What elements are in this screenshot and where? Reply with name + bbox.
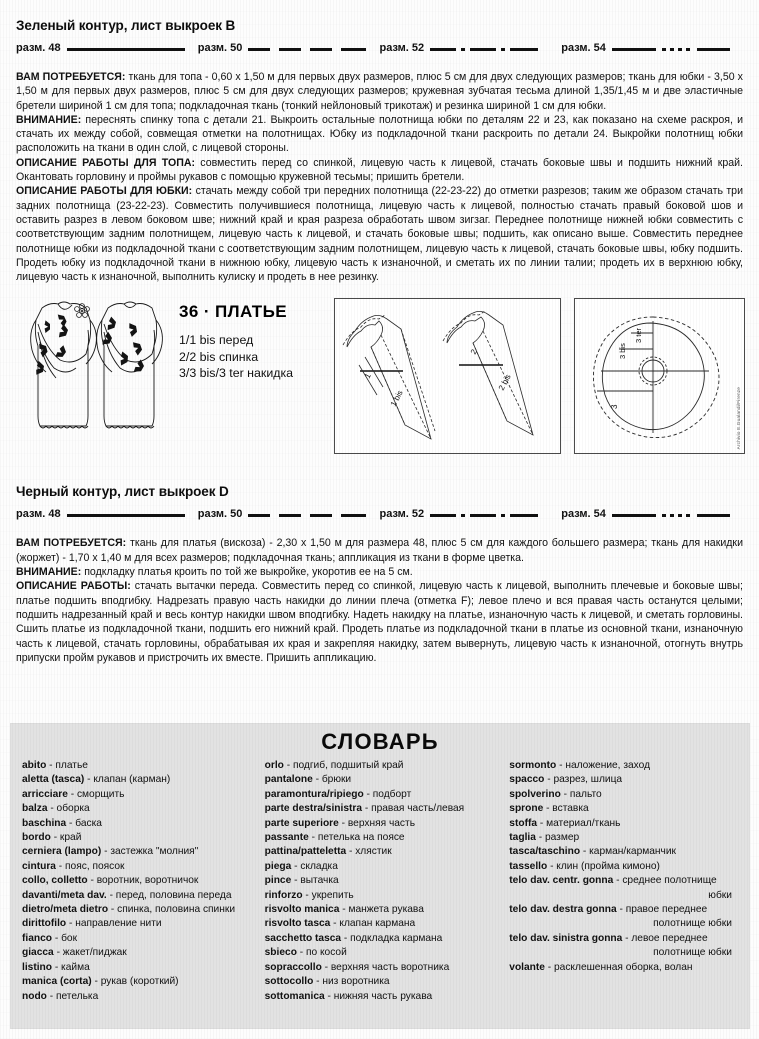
size-line-50	[248, 43, 365, 53]
size-label-50: разм. 50	[197, 508, 243, 521]
size-line-52	[430, 509, 547, 519]
paragraph-text: подкладку платья кроить по той же выкройке, укоротив ее на 5 см.	[81, 566, 413, 579]
glossary-term: balza	[22, 803, 51, 815]
glossary-entry	[509, 817, 732, 831]
glossary-entry	[265, 845, 494, 859]
glossary-term: parte superiore	[264, 817, 342, 829]
glossary-term: volante	[509, 961, 548, 973]
size-line-48	[67, 43, 184, 53]
glossary-term: dietro/meta dietro	[22, 904, 111, 916]
glossary-entry	[509, 802, 732, 816]
glossary-column-1	[22, 759, 261, 1004]
size-label-52: разм. 52	[379, 42, 425, 54]
glossary-definition: - нижняя часть рукава	[327, 990, 433, 1002]
glossary-term: baschina	[22, 817, 69, 829]
glossary-entry	[22, 889, 255, 903]
glossary-entry	[22, 961, 255, 975]
glossary-entry	[509, 831, 732, 845]
size-label-52: разм. 52	[379, 508, 425, 521]
section-b-paragraph-3	[16, 156, 743, 185]
svg-text:2: 2	[468, 348, 479, 357]
glossary-definition: - по косой	[299, 947, 347, 959]
glossary-term: parte destra/sinistra	[264, 803, 365, 815]
glossary-term: aletta (tasca)	[22, 774, 88, 786]
glossary-definition: - сморщить	[70, 788, 125, 800]
glossary-definition: - подгиб, подшитый край	[286, 760, 404, 771]
glossary-panel	[10, 723, 750, 1029]
paragraph-lead: ОПИСАНИЕ РАБОТЫ ДЛЯ ТОПА:	[16, 156, 196, 169]
glossary-definition: - клин (пройма кимоно)	[550, 860, 660, 872]
glossary-term: orlo	[264, 760, 287, 771]
section-b-size-legend	[16, 42, 743, 54]
glossary-entry	[509, 903, 732, 917]
glossary-entry	[509, 932, 732, 946]
glossary-definition: - подборт	[366, 788, 412, 800]
glossary-definition: - среднее полотнище	[616, 875, 717, 887]
glossary-entry	[265, 759, 494, 773]
glossary-definition: - рукав (короткий)	[94, 976, 179, 988]
glossary-term: paramontura/ripiego	[264, 788, 367, 800]
glossary-term: sbieco	[264, 947, 300, 959]
glossary-entry	[265, 903, 494, 917]
glossary-term: tasca/taschino	[509, 846, 583, 858]
glossary-term: sacchetto tasca	[264, 932, 344, 944]
glossary-entry	[22, 817, 255, 831]
glossary-term: collo, colletto	[22, 875, 91, 887]
glossary-entry	[265, 975, 494, 989]
glossary-definition: - оборка	[50, 803, 90, 815]
pattern-piece-1: 1/1 bis перед	[179, 333, 254, 348]
glossary-column-2	[261, 759, 500, 1004]
glossary-definition: - жакет/пиджак	[56, 947, 127, 959]
glossary-term: pattina/patteletta	[264, 846, 349, 858]
glossary-term: sormonto	[509, 760, 560, 771]
glossary-entry	[509, 874, 732, 888]
glossary-definition: - правое переднее	[619, 904, 708, 916]
glossary-entry	[265, 817, 494, 831]
svg-text:3: 3	[610, 405, 619, 410]
glossary-definition: - разрез, шлица	[547, 774, 623, 786]
glossary-definition: - вытачка	[294, 875, 339, 887]
glossary-term: sottocollo	[264, 976, 317, 988]
glossary-entry	[22, 759, 255, 773]
glossary-entry	[265, 831, 494, 845]
section-b-paragraph-4	[16, 184, 743, 284]
glossary-term: bordo	[22, 832, 54, 844]
glossary-term: risvolto tasca	[264, 918, 334, 930]
glossary-definition: - низ воротника	[316, 976, 390, 988]
glossary-term: giacca	[22, 947, 57, 959]
size-label-50: разм. 50	[197, 42, 243, 54]
paragraph-lead: ВНИМАНИЕ:	[16, 566, 82, 579]
section-b-title: Зеленый контур, лист выкроек B	[16, 18, 236, 33]
section-d-paragraph-2	[16, 565, 743, 579]
glossary-definition: - вставка	[546, 803, 589, 815]
glossary-term: spolverino	[509, 788, 564, 800]
size-line-54	[612, 509, 729, 519]
glossary-definition: - подкладка кармана	[343, 932, 443, 944]
paragraph-lead: ВАМ ПОТРЕБУЕТСЯ:	[16, 71, 126, 83]
svg-text:3 bis: 3 bis	[618, 343, 627, 360]
glossary-definition: - бок	[54, 932, 78, 944]
paragraph-text: совместить перед со спинкой, лицевую часть к лицевой, стачать боковые швы и подшить нижний край. Окантовать горловину и проймы рукавов с помощью кружевной тесьмы; пришить бретели.	[16, 156, 743, 184]
paragraph-lead: ВАМ ПОТРЕБУЕТСЯ:	[16, 537, 127, 550]
glossary-term: pantalone	[264, 774, 316, 786]
size-label-48: разм. 48	[16, 508, 61, 521]
glossary-definition-wrap: полотнище юбки	[653, 947, 732, 959]
glossary-term: telo dav. sinistra gonna	[509, 932, 626, 944]
glossary-term: passante	[264, 832, 312, 844]
glossary-definition: - расклешенная оборка, волан	[547, 961, 693, 973]
paragraph-lead: ВНИМАНИЕ:	[16, 113, 82, 126]
glossary-entry	[22, 932, 255, 946]
size-label-54: разм. 54	[561, 508, 606, 521]
glossary-term: davanti/meta dav.	[22, 889, 110, 901]
glossary-columns	[10, 759, 750, 1004]
glossary-term: telo dav. destra gonna	[509, 904, 620, 916]
glossary-definition: - брюки	[315, 774, 352, 786]
glossary-definition: - направление нити	[68, 918, 162, 930]
glossary-term: listino	[22, 961, 55, 973]
glossary-term: cerniera (lampo)	[22, 846, 105, 858]
glossary-entry	[509, 788, 732, 802]
glossary-title: СЛОВАРЬ	[321, 729, 439, 754]
glossary-term: tassello	[509, 860, 551, 872]
glossary-term: pince	[264, 875, 295, 887]
glossary-entry	[22, 845, 255, 859]
pattern-piece-2: 2/2 bis спинка	[179, 349, 259, 364]
glossary-entry	[22, 860, 255, 874]
glossary-entry	[509, 773, 732, 787]
glossary-term: abito	[22, 760, 50, 771]
model-info	[179, 302, 327, 382]
glossary-definition: - платье	[49, 760, 88, 771]
glossary-entry	[22, 773, 255, 787]
glossary-entry	[265, 889, 494, 903]
section-d-size-legend	[16, 508, 743, 520]
glossary-entry	[265, 961, 494, 975]
glossary-term: taglia	[509, 832, 539, 844]
glossary-definition: - укрепить	[305, 889, 354, 901]
glossary-entry	[22, 831, 255, 845]
glossary-definition: - хлястик	[348, 846, 392, 858]
glossary-entry	[22, 788, 255, 802]
glossary-term: sprone	[509, 803, 547, 815]
glossary-term: sottomanica	[264, 990, 328, 1002]
glossary-term: nodo	[22, 990, 50, 1002]
glossary-column-3	[499, 759, 738, 1004]
size-line-52	[430, 43, 547, 53]
svg-text:3 ter: 3 ter	[634, 328, 643, 344]
glossary-term: fianco	[22, 932, 55, 944]
size-line-54	[612, 43, 729, 53]
paragraph-text: ткань для топа - 0,60 х 1,50 м для первых двух размеров, плюс 5 см для двух следующих размеров; ткань для юбки - 3,50 х 1,50 м для первых двух размеров, плюс 5 см для двух следующих размеров; кружевная зубчатая тесьма длиной 1,35/1,45 м и две эластичные бретели шириной 1 см для топа; подкладочная ткань (тонкий нейлоновый трикотаж) и резинка шириной 1 см для юбки.	[16, 71, 743, 112]
glossary-definition: - карман/карманчик	[582, 846, 677, 858]
glossary-entry	[22, 917, 255, 931]
glossary-term: stoffa	[509, 817, 540, 829]
svg-text:1: 1	[362, 372, 373, 381]
model-illustration-row	[16, 292, 743, 464]
glossary-definition: - складка	[294, 860, 338, 872]
glossary-entry	[265, 788, 494, 802]
glossary-definition-wrap: юбки	[708, 889, 732, 901]
paragraph-text: стачать между собой три передних полотнища (22-23-22) до отметки разрезов; таким же образом стачать три задних полотнища (23-22-23). Совместить получившиеся полотнища, лицевую часть к лицевой, полностью стачать правый боковой шов и оставить разрез в левом боковом шве; нижний край и края разреза обработать швом зигзаг. Переднее полотнище нижней юбки совместить с соответствующим задним полотнищем, лицевую часть к лицевой, и стачать боковые швы; подшить, как описано выше. Совместить переднее полотнище юбки из подкладочной ткани с соответствующим задним полотнищем, лицевую часть к лицевой, стачать боковые швы, юбку подшить. Продеть юбку из подкладочной ткани в нижнюю юбку, лицевую часть к изнаночной, и сметать их по линии талии; продеть их в верхнюю юбку, лицевую часть к изнаночной, выполнить кулиску и продеть в нее резинку.	[16, 185, 743, 284]
model-title: 36 · ПЛАТЬЕ	[179, 302, 287, 322]
glossary-term: rinforzo	[264, 889, 306, 901]
glossary-entry	[265, 860, 494, 874]
cutting-layout-bodice	[334, 298, 561, 454]
glossary-entry	[509, 961, 732, 975]
glossary-definition: - застежка "молния"	[104, 846, 199, 858]
glossary-definition: - петелька	[49, 990, 99, 1002]
glossary-entry	[22, 946, 255, 960]
glossary-definition: - клапан (карман)	[87, 774, 171, 786]
section-d-title: Черный контур, лист выкроек D	[16, 484, 229, 500]
paragraph-lead: ОПИСАНИЕ РАБОТЫ ДЛЯ ЮБКИ:	[16, 185, 193, 198]
glossary-term: dirittofilo	[22, 918, 69, 930]
glossary-term: telo dav. centr. gonna	[509, 875, 617, 887]
pattern-piece-3: 3/3 bis/3 ter накидка	[179, 366, 294, 381]
glossary-entry	[509, 860, 732, 874]
glossary-entry	[22, 874, 255, 888]
glossary-entry	[22, 990, 255, 1004]
section-b-paragraph-1	[16, 70, 743, 113]
glossary-definition: - верхняя часть воротника	[324, 961, 450, 973]
size-line-50	[248, 509, 365, 519]
glossary-definition: - правая часть/левая	[364, 803, 465, 815]
glossary-entry	[22, 802, 255, 816]
paragraph-lead: ОПИСАНИЕ РАБОТЫ:	[16, 580, 131, 593]
glossary-definition: - наложение, заход	[559, 760, 651, 771]
glossary-definition: - баска	[69, 817, 102, 829]
dress-technical-drawing-icon	[16, 294, 168, 452]
glossary-term: manica (corta)	[22, 976, 95, 988]
glossary-entry	[265, 773, 494, 787]
glossary-definition: - спинка, половина спинки	[110, 904, 236, 916]
glossary-definition: - пальто	[563, 788, 602, 800]
cutting-layout-cape	[574, 298, 745, 454]
glossary-entry	[265, 802, 494, 816]
glossary-definition: - клапан кармана	[333, 918, 416, 930]
glossary-term: piega	[264, 860, 295, 872]
glossary-definition: - размер	[538, 832, 580, 844]
glossary-entry	[509, 759, 732, 773]
glossary-term: arricciare	[22, 788, 71, 800]
svg-text:2 bis: 2 bis	[496, 373, 513, 393]
glossary-entry	[265, 932, 494, 946]
glossary-entry	[265, 946, 494, 960]
section-b-paragraph-2	[16, 113, 743, 156]
glossary-definition: - верхняя часть	[341, 817, 416, 829]
glossary-term: cintura	[22, 860, 59, 872]
glossary-term: spacco	[509, 774, 548, 786]
size-label-48: разм. 48	[16, 42, 61, 54]
glossary-definition: - воротник, воротничок	[90, 875, 199, 887]
glossary-definition: - петелька на поясе	[311, 832, 405, 844]
glossary-definition: - кайма	[54, 961, 90, 973]
paragraph-text: ткань для платья (вискоза) - 2,30 х 1,50 м для размера 48, плюс 5 см для каждого большего размера; ткань для накидки (жоржет) - 1,70 х 1,40 м для всех размеров; подкладочная ткань; аппликация из ткани в форме цветка.	[16, 537, 743, 564]
glossary-term: sopraccollo	[264, 961, 325, 973]
glossary-entry	[509, 845, 732, 859]
paragraph-text: стачать вытачки переда. Совместить перед со спинкой, лицевую часть к лицевой, выполнить плечевые и боковые швы; платье подшить вподгибку. Надрезать правую часть накидки до линии плеча (отметка F); левое плечо и вся правая часть останутся целыми; подшить надрезанный край и весь контур накидки швом вподгибку. Надеть накидку на платье, изнаночную часть к лицевой, и сметать горловины. Сшить платье из подкладочной ткани, подшить его нижний край. Продеть платье из подкладочной ткани в платье из основной ткани, изнаночную часть к лицевой, стачать горловины, обрабатывая их края и закрепляя накидку, затем вывернуть, лицевую часть к изнаночной, отогнуть внутрь припуски пройм рукавов и пристрочить их вместе. Пришить аппликацию.	[16, 580, 743, 664]
glossary-entry	[22, 903, 255, 917]
illustration-credit: Archivio E.Gualandi/Firenze	[736, 387, 741, 450]
paragraph-text: переснять спинку топа с детали 21. Выкроить остальные полотнища юбки по деталям 22 и 23, как показано на схеме раскроя, и стачать их между собой, совмещая отметки на полотнищах. Юбку из подкладочной ткани раскроить по детали 24. Выкройки полотнищ юбки расположить на ткани в один слой, с лицевой стороны.	[16, 113, 743, 155]
glossary-entry	[265, 874, 494, 888]
glossary-definition: - перед, половина переда	[109, 889, 232, 901]
section-d-paragraph-1	[16, 536, 743, 565]
glossary-definition: - манжета рукава	[342, 904, 424, 916]
section-d-paragraph-3	[16, 579, 743, 665]
size-label-54: разм. 54	[561, 42, 606, 54]
glossary-definition: - пояс, поясок	[58, 860, 125, 872]
glossary-definition: - левое переднее	[625, 932, 708, 944]
page-content	[16, 0, 743, 665]
glossary-definition: - край	[53, 832, 82, 844]
svg-text:1 bis: 1 bis	[388, 389, 405, 409]
glossary-term: risvolto manica	[264, 904, 343, 916]
glossary-definition-wrap: полотнище юбки	[653, 918, 732, 930]
glossary-definition: - материал/ткань	[539, 817, 621, 829]
glossary-entry	[265, 917, 494, 931]
glossary-entry	[265, 990, 494, 1004]
glossary-entry	[22, 975, 255, 989]
size-line-48	[67, 509, 184, 519]
